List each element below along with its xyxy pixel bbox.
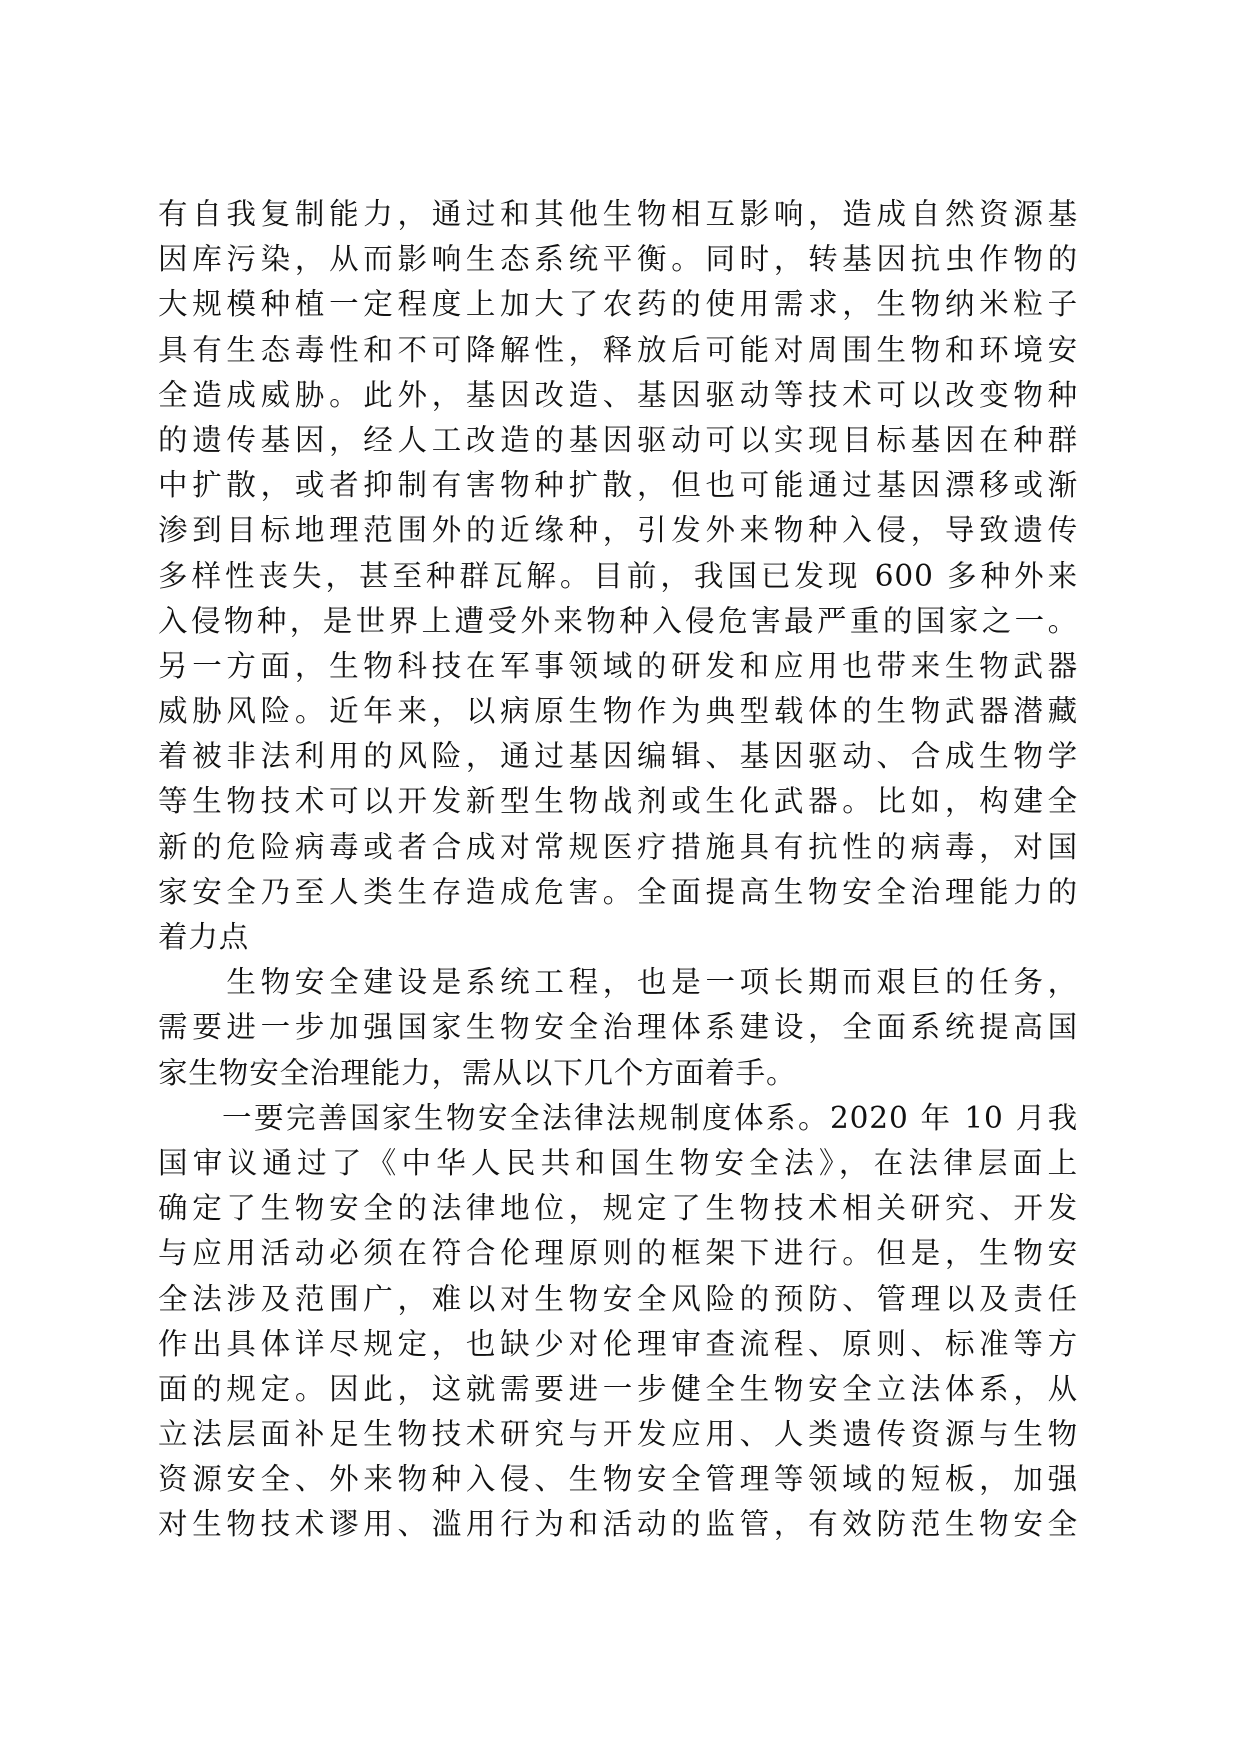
text-line: 全法涉及范围广，难以对生物安全风险的预防、管理以及责任 (158, 1281, 1078, 1316)
paragraph-start-line: 一要完善国家生物安全法律法规制度体系。2020 年 10 月我 (158, 1100, 1078, 1135)
text-line: 需要进一步加强国家生物安全治理体系建设，全面系统提高国 (158, 1010, 1078, 1045)
text-line: 威胁风险。近年来，以病原生物作为典型载体的生物武器潜藏 (158, 694, 1078, 729)
body-text (158, 192, 1078, 1548)
text-line: 家生物安全治理能力，需从以下几个方面着手。 (158, 1055, 797, 1090)
text-line: 着被非法利用的风险，通过基因编辑、基因驱动、合成生物学 (158, 739, 1078, 774)
text-line: 具有生态毒性和不可降解性，释放后可能对周围生物和环境安 (158, 332, 1078, 367)
text-line: 资源安全、外来物种入侵、生物安全管理等领域的短板，加强 (158, 1462, 1078, 1497)
text-line: 大规模种植一定程度上加大了农药的使用需求，生物纳米粒子 (158, 287, 1078, 322)
text-line: 渗到目标地理范围外的近缘种，引发外来物种入侵，导致遗传 (158, 513, 1078, 548)
text-line: 等生物技术可以开发新型生物战剂或生化武器。比如，构建全 (158, 784, 1078, 819)
text-line: 与应用活动必须在符合伦理原则的框架下进行。但是，生物安 (158, 1236, 1078, 1271)
text-line: 新的危险病毒或者合成对常规医疗措施具有抗性的病毒，对国 (158, 829, 1078, 864)
text-line: 作出具体详尽规定，也缺少对伦理审查流程、原则、标准等方 (158, 1326, 1078, 1361)
text-line: 面的规定。因此，这就需要进一步健全生物安全立法体系，从 (158, 1371, 1078, 1406)
text-line: 多样性丧失，甚至种群瓦解。目前，我国已发现 600 多种外来 (158, 558, 1078, 593)
text-line: 对生物技术谬用、滥用行为和活动的监管，有效防范生物安全 (158, 1507, 1078, 1542)
text-line: 家安全乃至人类生存造成危害。全面提高生物安全治理能力的 (158, 874, 1078, 909)
text-line: 着力点 (158, 920, 250, 954)
text-line: 中扩散，或者抑制有害物种扩散，但也可能通过基因漂移或渐 (158, 468, 1078, 503)
text-line: 的遗传基因，经人工改造的基因驱动可以实现目标基因在种群 (158, 422, 1078, 457)
text-line: 全造成威胁。此外，基因改造、基因驱动等技术可以改变物种 (158, 377, 1078, 412)
text-line: 有自我复制能力，通过和其他生物相互影响，造成自然资源基 (158, 197, 1078, 231)
text-line: 因库污染，从而影响生态系统平衡。同时，转基因抗虫作物的 (158, 242, 1078, 277)
text-line: 入侵物种，是世界上遭受外来物种入侵危害最严重的国家之一。 (158, 603, 1078, 638)
text-line: 国审议通过了《中华人民共和国生物安全法》，在法律层面上 (158, 1145, 1078, 1180)
text-line: 确定了生物安全的法律地位，规定了生物技术相关研究、开发 (158, 1191, 1078, 1226)
text-line: 立法层面补足生物技术研究与开发应用、人类遗传资源与生物 (158, 1417, 1078, 1452)
text-line: 另一方面，生物科技在军事领域的研发和应用也带来生物武器 (158, 648, 1078, 683)
paragraph-start-line: 生物安全建设是系统工程，也是一项长期而艰巨的任务， (158, 965, 1078, 1000)
